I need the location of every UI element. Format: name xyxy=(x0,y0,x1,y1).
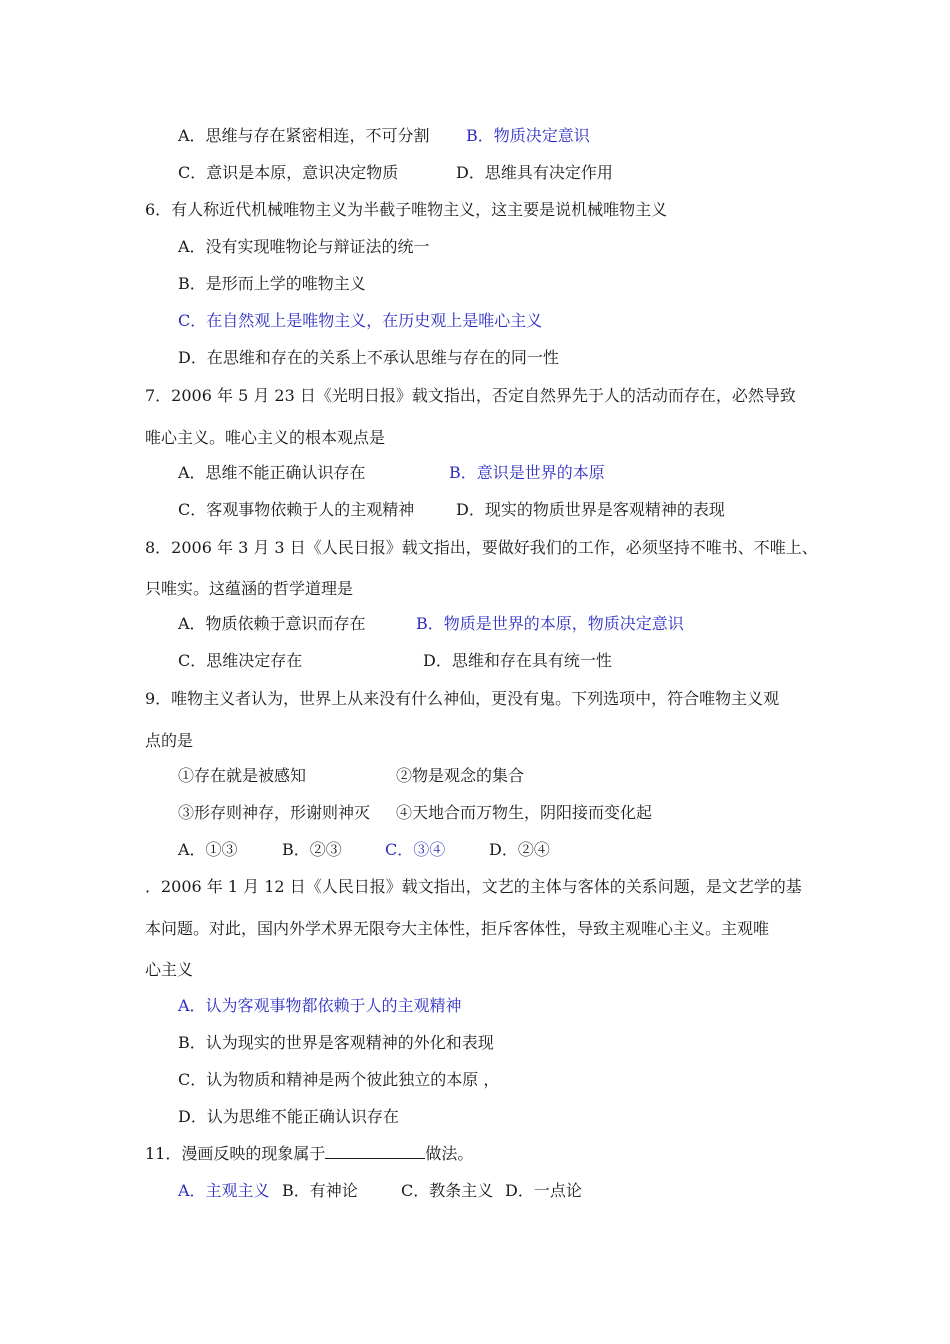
q10-option-b: B．认为现实的世界是客观精神的外化和表现 xyxy=(178,1033,494,1052)
q6-stem: 6．有人称近代机械唯物主义为半截子唯物主义，这主要是说机械唯物主义 xyxy=(145,200,668,219)
q10-stem-line2: 本问题。对此，国内外学术界无限夸大主体性，拒斥客体性，导致主观唯心主义。主观唯 xyxy=(145,919,770,938)
q9-stem-line1: 9．唯物主义者认为，世界上从来没有什么神仙，更没有鬼。下列选项中，符合唯物主义观 xyxy=(145,689,780,708)
q7-stem-line2: 唯心主义。唯心主义的根本观点是 xyxy=(145,428,386,447)
q7-option-b-answer: B．意识是世界的本原 xyxy=(449,463,605,482)
q11-option-a-answer: A．主观主义 xyxy=(178,1181,270,1200)
q9-statement-4: ④天地合而万物生，阴阳接而变化起 xyxy=(396,803,653,822)
q6-option-a: A．没有实现唯物论与辩证法的统一 xyxy=(178,237,430,256)
q5-option-a: A．思维与存在紧密相连，不可分割 xyxy=(178,126,430,145)
q9-option-a: A．①③ xyxy=(178,840,238,859)
q9-statement-2: ②物是观念的集合 xyxy=(396,766,525,785)
q7-option-d: D．现实的物质世界是客观精神的表现 xyxy=(456,500,725,519)
q8-stem-line1: 8．2006 年 3 月 3 日《人民日报》载文指出，要做好我们的工作，必须坚持不唯书、不唯上、 xyxy=(145,538,818,557)
q11-stem-before: 11．漫画反映的现象属于 xyxy=(145,1144,326,1163)
q11-option-d: D．一点论 xyxy=(505,1181,582,1200)
q5-option-d: D．思维具有决定作用 xyxy=(456,163,613,182)
q6-option-b: B．是形而上学的唯物主义 xyxy=(178,274,366,293)
q10-stem-line3: 心主义 xyxy=(145,960,194,979)
answer-blank xyxy=(325,1144,425,1159)
q8-stem-line2: 只唯实。这蕴涵的哲学道理是 xyxy=(145,579,354,598)
q9-statement-1: ①存在就是被感知 xyxy=(178,766,307,785)
q9-option-d: D．②④ xyxy=(489,840,550,859)
q7-stem-line1: 7．2006 年 5 月 23 日《光明日报》载文指出，否定自然界先于人的活动而存在，必然导致 xyxy=(145,386,796,405)
q9-option-c-answer: C．③④ xyxy=(385,840,446,859)
q10-option-d: D．认为思维不能正确认识存在 xyxy=(178,1107,399,1126)
q7-option-c: C．客观事物依赖于人的主观精神 xyxy=(178,500,415,519)
q5-option-b-answer: B．物质决定意识 xyxy=(466,126,590,145)
q7-option-a: A．思维不能正确认识存在 xyxy=(178,463,366,482)
q10-stem-line1: ．2006 年 1 月 12 日《人民日报》载文指出，文艺的主体与客体的关系问题，是文艺学的基 xyxy=(145,877,802,896)
q8-option-c: C．思维决定存在 xyxy=(178,651,303,670)
q11-stem xyxy=(145,1144,473,1164)
q6-option-d: D．在思维和存在的关系上不承认思维与存在的同一性 xyxy=(178,348,559,367)
q11-option-c: C．教条主义 xyxy=(401,1181,494,1200)
q8-option-d: D．思维和存在具有统一性 xyxy=(423,651,612,670)
q5-option-c: C．意识是本原，意识决定物质 xyxy=(178,163,399,182)
q8-option-a: A．物质依赖于意识而存在 xyxy=(178,614,366,633)
q11-stem-after: 做法。 xyxy=(425,1144,474,1163)
q8-option-b-answer: B．物质是世界的本原，物质决定意识 xyxy=(416,614,684,633)
q9-option-b: B．②③ xyxy=(282,840,342,859)
q11-option-b: B．有神论 xyxy=(282,1181,358,1200)
q6-option-c-answer: C．在自然观上是唯物主义，在历史观上是唯心主义 xyxy=(178,311,543,330)
q9-stem-line2: 点的是 xyxy=(145,731,194,750)
q9-statement-3: ③形存则神存，形谢则神灭 xyxy=(178,803,371,822)
q10-option-a-answer: A．认为客观事物都依赖于人的主观精神 xyxy=(178,996,462,1015)
q10-option-c: C．认为物质和精神是两个彼此独立的本原 ， xyxy=(178,1070,500,1089)
